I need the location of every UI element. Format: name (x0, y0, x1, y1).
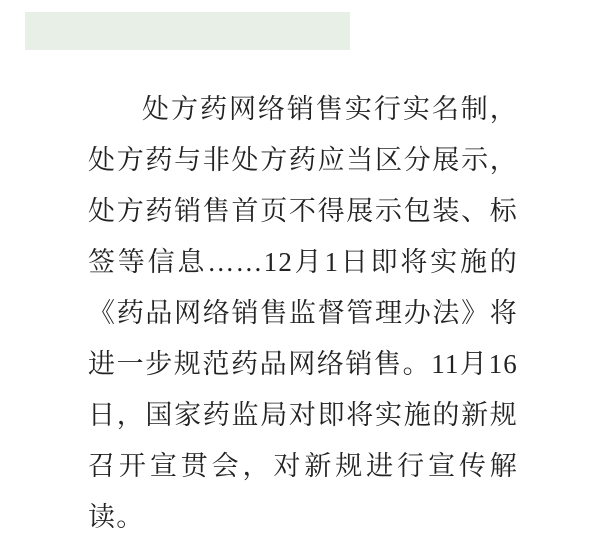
highlight-bar (25, 12, 350, 50)
article-paragraph: 处方药网络销售实行实名制，处方药与非处方药应当区分展示，处方药销售首页不得展示包装、标签等信息……12月1日即将实施的《药品网络销售监督管理办法》将进一步规范药品网络销售。11月16日，国家药监局对即将实施的新规召开宣贯会，对新规进行宣传解读。 (88, 94, 518, 532)
article-body (88, 84, 518, 543)
